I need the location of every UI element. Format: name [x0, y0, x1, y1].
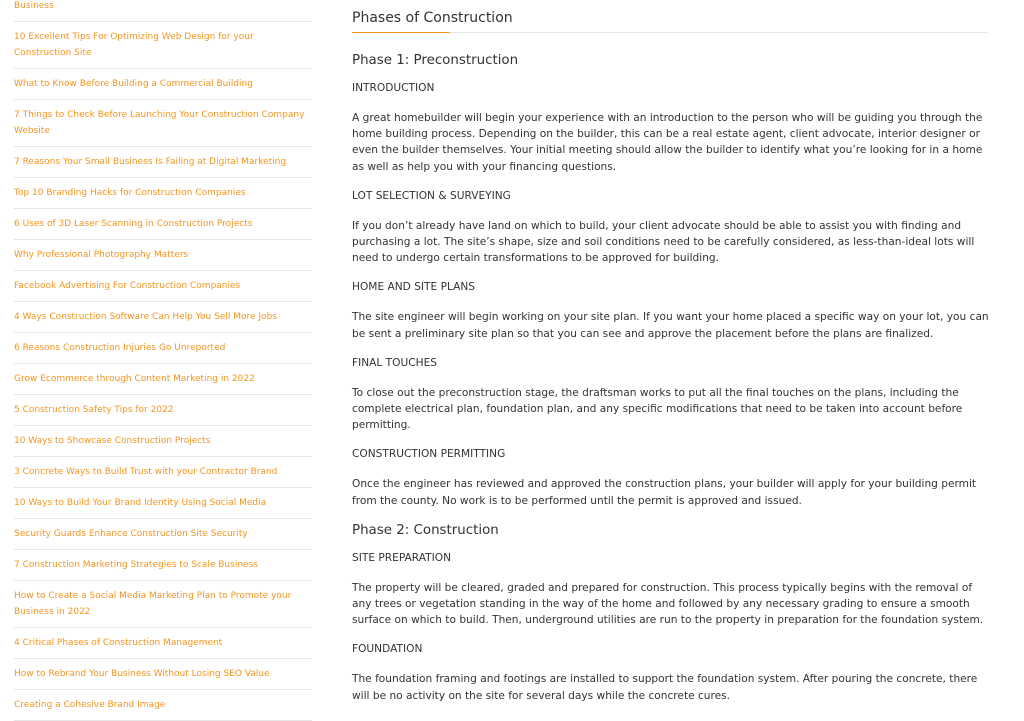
sidebar-link[interactable]: Business	[14, 0, 312, 22]
phase-2-heading: Phase 2: Construction	[352, 522, 499, 538]
intro-subheading: INTRODUCTION	[352, 82, 435, 94]
foundation-paragraph: The foundation framing and footings are installed to support the foundation system. After pouring the concrete, there will be no activity on the site for several days while the concrete cures.	[352, 673, 978, 702]
title-divider-accent	[352, 32, 450, 33]
prep-subheading: SITE PREPARATION	[352, 551, 451, 564]
sidebar-link[interactable]: 4 Ways Construction Software Can Help You Sell More Jobs	[14, 302, 312, 333]
article-content	[352, 0, 992, 704]
title-divider	[352, 32, 988, 33]
sidebar-link[interactable]: Creating a Cohesive Brand Image	[14, 690, 312, 721]
sidebar-link[interactable]: 10 Excellent Tips For Optimizing Web Design for your Construction Site	[14, 22, 312, 69]
sidebar-link[interactable]: 4 Critical Phases of Construction Management	[14, 628, 312, 659]
sidebar-link[interactable]: 10 Ways to Build Your Brand Identity Using Social Media	[14, 488, 312, 519]
page-title: Phases of Construction	[352, 10, 513, 26]
plans-subheading: HOME AND SITE PLANS	[352, 281, 476, 294]
touches-subheading: FINAL TOUCHES	[352, 356, 438, 369]
sidebar-link[interactable]: Why Professional Photography Matters	[14, 240, 312, 271]
touches-paragraph: To close out the preconstruction stage, the draftsman works to put all the final touches on the plans, including the complete electrical plan, foundation plan, and any specific modifications that need to be taken into account before permitting.	[352, 386, 963, 432]
sidebar-link[interactable]: 3 Concrete Ways to Build Trust with your Contractor Brand	[14, 457, 312, 488]
sidebar-link[interactable]: Facebook Advertising For Construction Companies	[14, 271, 312, 302]
plans-paragraph: The site engineer will begin working on your site plan. If you want your home placed a specific way on your lot, you can be sent a preliminary site plan so that you can see and approve the placement before the plans are finalized.	[352, 311, 989, 340]
sidebar-link[interactable]: 10 Ways to Showcase Construction Projects	[14, 426, 312, 457]
sidebar-link[interactable]: 7 Reasons Your Small Business Is Failing at Digital Marketing	[14, 147, 312, 178]
sidebar-link[interactable]: Grow Ecommerce through Content Marketing in 2022	[14, 364, 312, 395]
sidebar-link[interactable]: Top 10 Branding Hacks for Construction Companies	[14, 178, 312, 209]
permit-paragraph: Once the engineer has reviewed and approved the construction plans, your builder will apply for your building permit from the county. No work is to be performed until the permit is approved and issued.	[352, 478, 977, 507]
intro-paragraph: A great homebuilder will begin your experience with an introduction to the person who will be guiding you through the home building process. Depending on the builder, this can be a real estate agent, client advocate, interior designer or even the builder themselves. Your initial meeting should allow the builder to identify what you’re looking for in a home as well as help you with your financing questions.	[352, 112, 983, 173]
foundation-subheading: FOUNDATION	[352, 643, 423, 656]
sidebar-link[interactable]: 7 Construction Marketing Strategies to Scale Business	[14, 550, 312, 581]
prep-paragraph: The property will be cleared, graded and prepared for construction. This process typically begins with the removal of any trees or vegetation standing in the way of the home and followed by any necessary grading to ensure a smooth surface on which to build. Then, underground utilities are run to the property in preparation for the foundation system.	[352, 581, 984, 627]
permit-subheading: CONSTRUCTION PERMITTING	[352, 448, 506, 461]
related-posts-sidebar	[14, 0, 312, 721]
lot-paragraph: If you don’t already have land on which to build, your client advocate should be able to assist you with finding and purchasing a lot. The site’s shape, size and soil conditions need to be carefully considered, as less-than-ideal lots will need to undergo certain transformations to be approved for building.	[352, 219, 975, 265]
sidebar-link[interactable]: 5 Construction Safety Tips for 2022	[14, 395, 312, 426]
lot-subheading: LOT SELECTION & SURVEYING	[352, 189, 511, 202]
phase-1-heading: Phase 1: Preconstruction	[352, 53, 519, 68]
sidebar-link[interactable]: How to Rebrand Your Business Without Losing SEO Value	[14, 659, 312, 690]
sidebar-link[interactable]: How to Create a Social Media Marketing Plan to Promote your Business in 2022	[14, 581, 312, 628]
sidebar-link[interactable]: 7 Things to Check Before Launching Your Construction Company Website	[14, 100, 312, 147]
sidebar-link[interactable]: 6 Reasons Construction Injuries Go Unreported	[14, 333, 312, 364]
sidebar-link[interactable]: Security Guards Enhance Construction Site Security	[14, 519, 312, 550]
sidebar-link[interactable]: 6 Uses of 3D Laser Scanning in Construction Projects	[14, 209, 312, 240]
sidebar-link[interactable]: What to Know Before Building a Commercial Building	[14, 69, 312, 100]
